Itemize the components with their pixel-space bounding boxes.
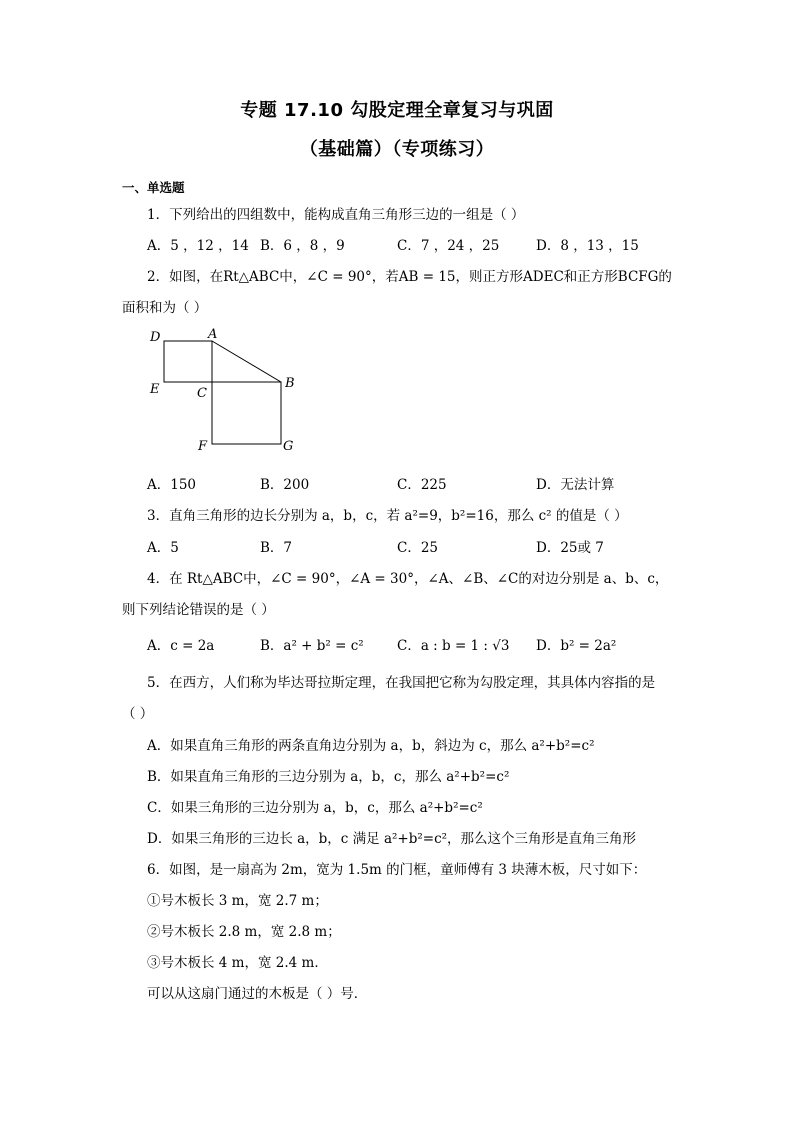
q5-option-b: B．如果直角三角形的三边分别为 a，b，c，那么 a²+b²=c² <box>147 769 510 785</box>
q4-stem-line2: 则下列结论错误的是（ ） <box>122 602 275 618</box>
q2-stem-line1: 2．如图，在Rt△ABC中，∠C = 90°，若AB = 15，则正方形ADEC和正方形BCFG的 <box>147 269 672 285</box>
q5-option-a: A．如果直角三角形的两条直角边分别为 a，b，斜边为 c，那么 a²+b²=c² <box>147 738 595 754</box>
q2-option-c: C．225 <box>397 477 447 493</box>
q4-option-c: C．a : b = 1 : √3 <box>397 638 510 654</box>
q1-option-c: C．7 ，24 ，25 <box>397 238 500 254</box>
square-bcfg <box>212 382 281 444</box>
q6-item-1: ①号木板长 3 m，宽 2.7 m； <box>147 893 328 909</box>
q4-option-b: B．a² + b² = c² <box>260 638 364 654</box>
label-e: E <box>150 382 160 397</box>
q5-option-d: D．如果三角形的三边长 a，b，c 满足 a²+b²=c²，那么这个三角形是直角三角形 <box>147 831 637 847</box>
q1-stem: 1．下列给出的四组数中，能构成直角三角形三边的一组是（ ） <box>147 207 525 223</box>
label-f: F <box>198 439 208 454</box>
segment-ab <box>212 341 281 382</box>
q6-stem: 6．如图，是一扇高为 2m，宽为 1.5m 的门框，童师傅有 3 块薄木板，尺寸如下： <box>147 862 647 878</box>
q3-option-c: C．25 <box>397 540 439 556</box>
q2-stem-line2: 面积和为（ ） <box>122 300 208 316</box>
label-c: C <box>197 386 207 401</box>
q4-option-a: A．c = 2a <box>147 638 215 654</box>
label-g: G <box>283 439 294 454</box>
q4-option-d: D．b² = 2a² <box>536 638 617 654</box>
q5-stem-line1: 5．在西方，人们称为毕达哥拉斯定理，在我国把它称为勾股定理，其具体内容指的是 <box>147 675 656 691</box>
q3-stem: 3．直角三角形的边长分别为 a，b，c，若 a²=9，b²=16，那么 c² 的值是（ ） <box>147 508 628 524</box>
q5-stem-line2: （ ） <box>122 706 154 722</box>
q2-option-a: A．150 <box>147 477 197 493</box>
q2-option-d: D．无法计算 <box>536 477 615 493</box>
page-title-line2: （基础篇）（专项练习） <box>299 139 495 160</box>
q1-option-b: B．6 ，8 ，9 <box>260 238 345 254</box>
q6-question: 可以从这扇门通过的木板是（ ）号． <box>147 986 368 1002</box>
section-heading: 一、单选题 <box>122 180 185 195</box>
square-adec <box>164 341 212 382</box>
q1-option-a: A．5 ，12 ，14 <box>147 238 249 254</box>
q3-option-d: D．25或 7 <box>536 540 604 556</box>
q3-option-b: B．7 <box>260 540 293 556</box>
label-a: A <box>208 327 218 342</box>
q6-item-3: ③号木板长 4 m，宽 2.4 m． <box>147 955 328 971</box>
label-d: D <box>150 330 161 345</box>
q1-option-d: D．8 ，13 ，15 <box>536 238 639 254</box>
q2-figure <box>140 325 310 455</box>
q2-option-b: B．200 <box>260 477 310 493</box>
q5-option-c: C．如果三角形的三边分别为 a，b，c，那么 a²+b²=c² <box>147 800 483 816</box>
q4-stem-line1: 4．在 Rt△ABC中，∠C = 90°，∠A = 30°，∠A、∠B、∠C的对边分别是 a、b、c， <box>147 571 669 587</box>
page-title-line1: 专题 17.10 勾股定理全章复习与巩固 <box>240 100 554 121</box>
q6-item-2: ②号木板长 2.8 m，宽 2.8 m； <box>147 924 341 940</box>
q3-option-a: A．5 <box>147 540 179 556</box>
label-b: B <box>285 376 295 391</box>
